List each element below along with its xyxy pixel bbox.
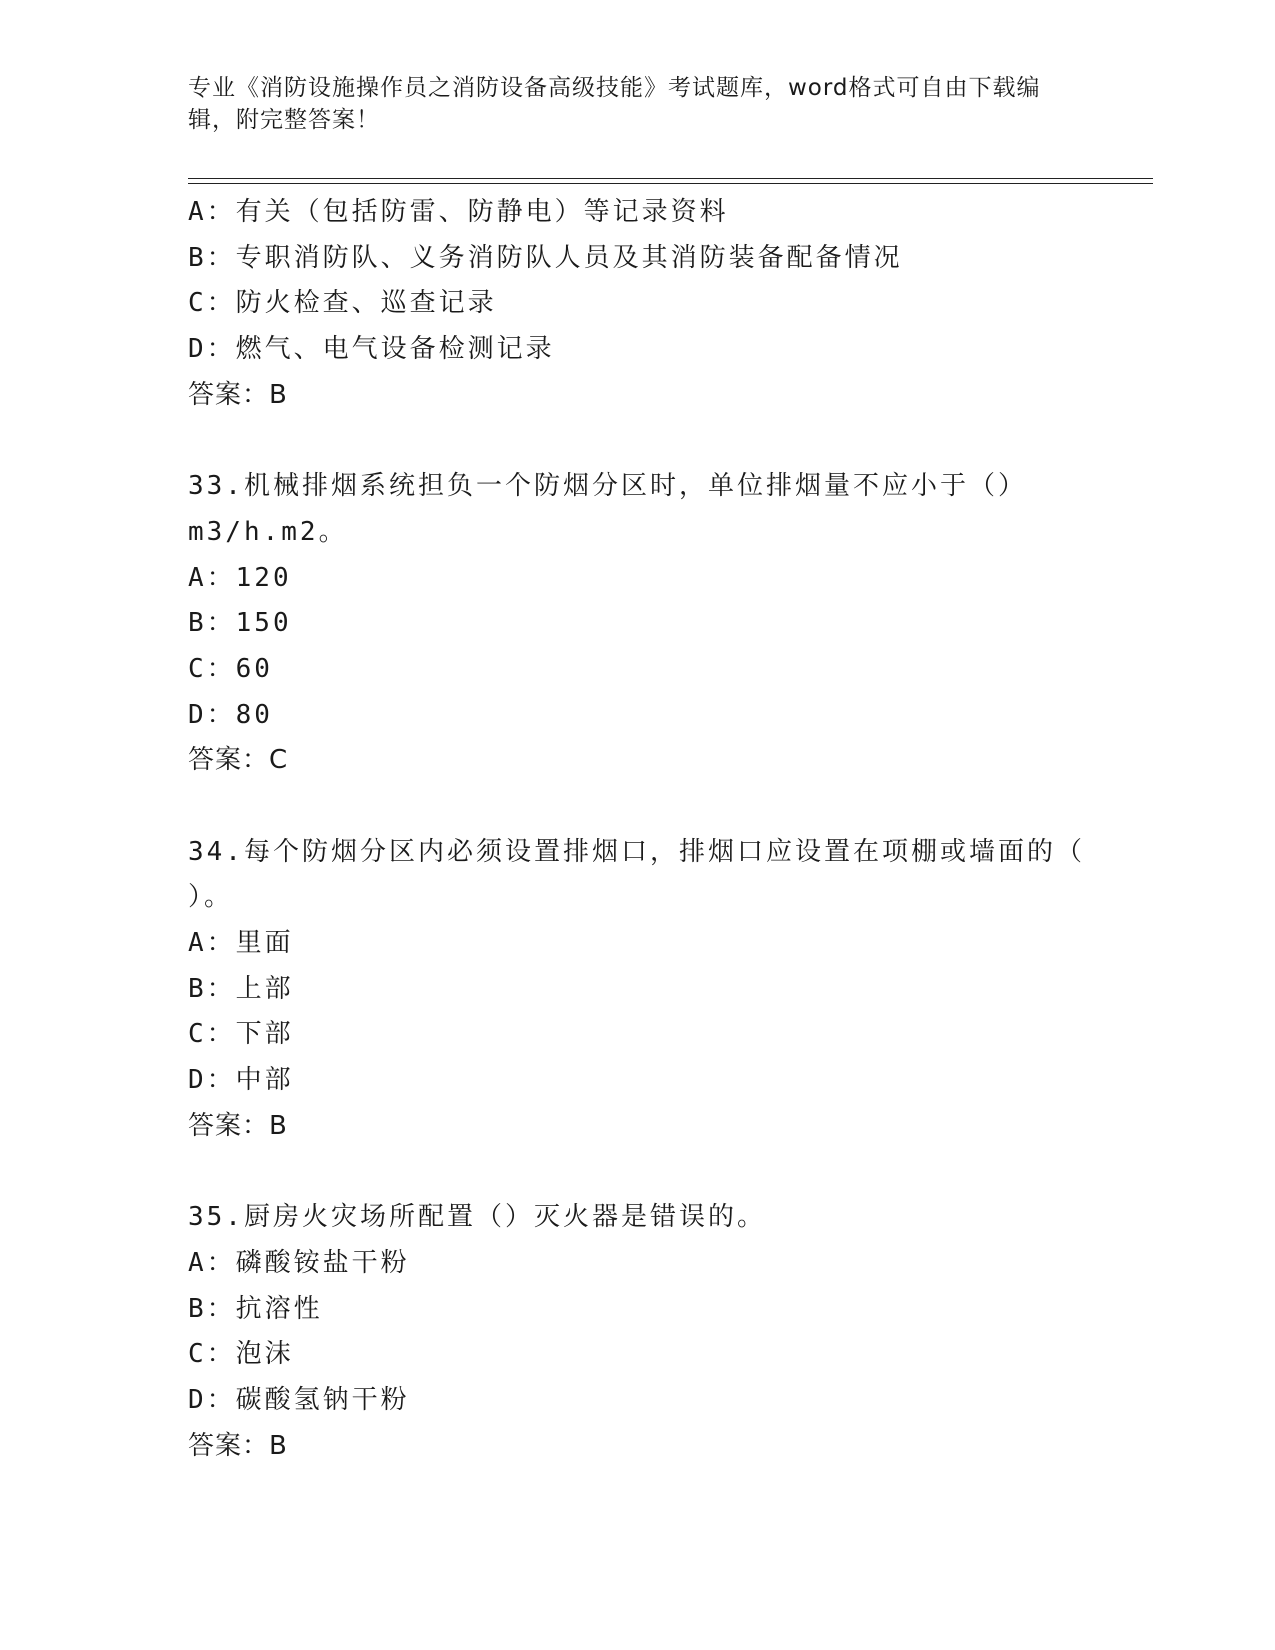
question-35 — [188, 1195, 1088, 1469]
question-34 — [188, 830, 1088, 1150]
option-d: D：碳酸氢钠干粉 — [188, 1384, 410, 1415]
answer-line: 答案：B — [188, 1110, 288, 1141]
option-d: D：燃气、电气设备检测记录 — [188, 334, 555, 365]
question-32-continued — [188, 190, 1088, 418]
spacer — [188, 418, 1088, 464]
header-line-1: 专业《消防设施操作员之消防设备高级技能》考试题库，word格式可自由下载编 — [188, 75, 1041, 101]
option-b: B：上部 — [188, 973, 294, 1004]
option-c: C：防火检查、巡查记录 — [188, 288, 497, 319]
question-33 — [188, 464, 1088, 784]
option-c: C：下部 — [188, 1019, 294, 1050]
option-b: B：专职消防队、义务消防队人员及其消防装备配备情况 — [188, 242, 903, 273]
question-list — [188, 190, 1088, 1469]
header-divider-bottom — [188, 183, 1153, 184]
spacer — [188, 1149, 1088, 1195]
option-d: D：80 — [188, 699, 273, 730]
option-a: A：有关（包括防雷、防静电）等记录资料 — [188, 197, 729, 227]
option-a: A：磷酸铵盐干粉 — [188, 1247, 410, 1278]
question-stem-continued: ）。 — [188, 882, 234, 913]
answer-line: 答案：B — [188, 1430, 288, 1461]
question-stem: 33.机械排烟系统担负一个防烟分区时，单位排烟量不应小于（） — [188, 471, 1027, 502]
header-divider-top — [188, 178, 1153, 179]
answer-line: 答案：B — [188, 379, 288, 410]
option-a: A：120 — [188, 562, 292, 593]
question-stem: 34.每个防烟分区内必须设置排烟口，排烟口应设置在项棚或墙面的（ — [188, 836, 1085, 867]
question-stem-continued: m3/h.m2。 — [188, 516, 348, 547]
spacer — [188, 784, 1088, 830]
option-c: C：泡沫 — [188, 1339, 294, 1370]
option-d: D：中部 — [188, 1065, 294, 1096]
question-stem: 35.厨房火灾场所配置（）灭火器是错误的。 — [188, 1202, 766, 1233]
option-a: A：里面 — [188, 928, 294, 958]
document-header — [188, 72, 1088, 136]
header-line-2: 辑，附完整答案！ — [188, 107, 380, 133]
option-b: B：抗溶性 — [188, 1293, 323, 1324]
option-c: C：60 — [188, 653, 273, 684]
option-b: B：150 — [188, 608, 292, 639]
answer-line: 答案：C — [188, 745, 289, 776]
